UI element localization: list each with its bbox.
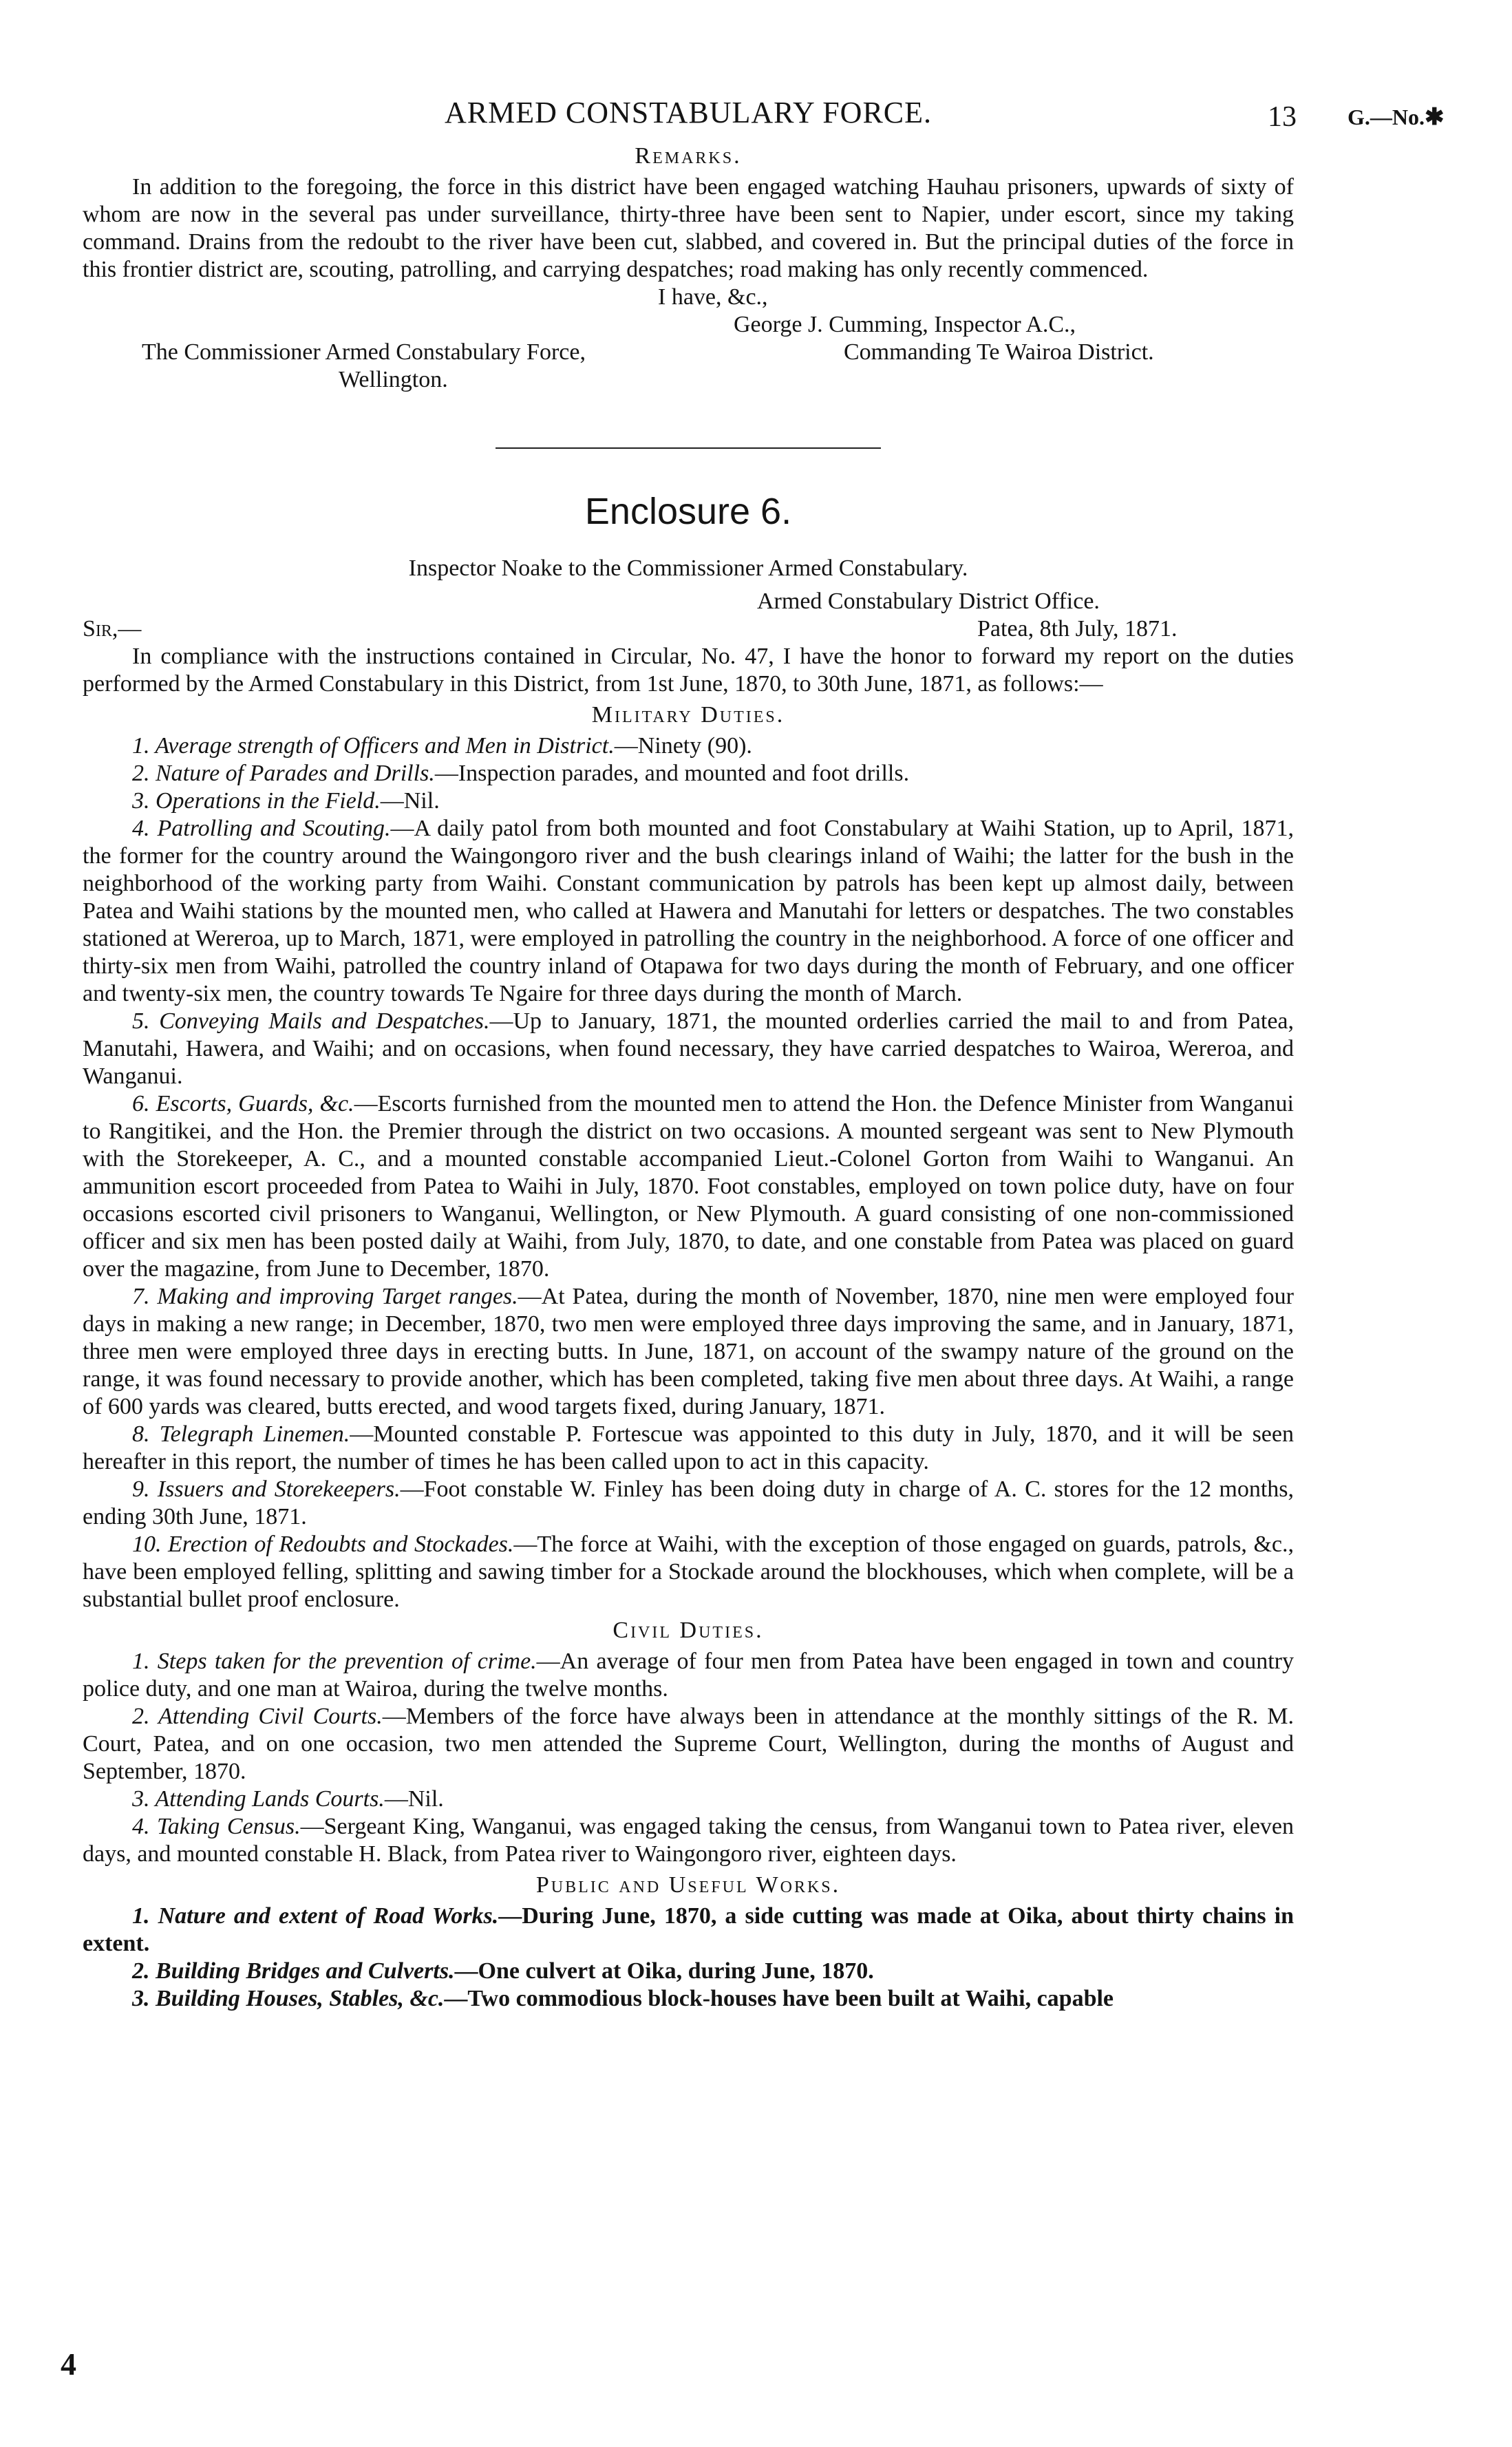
item-title: 10. Erection of Redoubts and Stockades.	[132, 1532, 514, 1557]
enclosure-from-to: Inspector Noake to the Commissioner Armed Constabulary.	[408, 555, 968, 581]
item-title: 4. Patrolling and Scouting.	[132, 816, 391, 841]
page-title: ARMED CONSTABULARY FORCE.	[444, 96, 933, 129]
item-text: —Foot constable W. Finley has been doing duty in charge of A. C. stores for the 12 months, ending 30th June, 1871.	[83, 1476, 1294, 1529]
office-line: Armed Constabulary District Office.	[757, 589, 1100, 614]
list-item	[83, 1985, 1294, 2013]
signature-name: George J. Cumming, Inspector A.C.,	[734, 312, 1076, 337]
item-text: —A daily patol from both mounted and foot Constabulary at Waihi Station, up to April, 1871, the former for the country around the Waingongoro river and the bush clearings inland of Waihi; the latter for the bush in the neighborhood of the working party from Waihi. Constant communication by patrols has been kept up almost daily, between Patea and Waihi stations by the mounted men, who called at Hawera and Manutahi for letters or despatches. The two constables stationed at Wereroa, up to March, 1871, were employed in patrolling the country in the neighborhood. A force of one officer and thirty-six men from Waihi, patrolled the country inland of Otapawa for two days during the month of February, and one officer and twenty-six men, the country towards Te Ngaire for three days during the month of March.	[83, 816, 1294, 1006]
item-text: —Ninety (90).	[614, 733, 752, 759]
list-item	[83, 1903, 1294, 1958]
civil-duties-heading: Civil Duties.	[613, 1618, 764, 1643]
item-text: —The force at Waihi, with the exception of those engaged on guards, patrols, &c., have been employed felling, splitting and sawing timber for a Stockade around the blockhouses, which when complete, will be a substantial bullet proof enclosure.	[83, 1532, 1294, 1612]
intro-paragraph: In compliance with the instructions contained in Circular, No. 47, I have the honor to forward my report on the duties performed by the Armed Constabulary in this District, from 1st June, 1870, to 30th June, 1871, as follows:—	[83, 644, 1294, 697]
item-text: —Mounted constable P. Fortescue was appointed to this duty in July, 1870, and it will be seen hereafter in this report, the number of times he has been called upon to act in this capacity.	[83, 1421, 1294, 1474]
list-item	[83, 760, 1294, 787]
addressee-line: The Commissioner Armed Constabulary Force,	[142, 339, 586, 365]
item-title: 7. Making and improving Target ranges.	[132, 1284, 518, 1309]
list-item	[83, 1283, 1294, 1421]
enclosure-title: Enclosure 6.	[584, 491, 792, 532]
list-item	[83, 1008, 1294, 1090]
list-item	[83, 1786, 1294, 1813]
item-text: —Members of the force have always been in attendance at the monthly sittings of the R. M. Court, Patea, and on one occasion, two men attended the Supreme Court, Wellington, during the months of August and September, 1870.	[83, 1704, 1294, 1784]
item-text: —Nil.	[384, 1786, 444, 1812]
item-text: —Sergeant King, Wanganui, was engaged taking the census, from Wanganui town to Patea river, eleven days, and mounted constable H. Black, from Patea river to Waingongoro river, eighteen days.	[83, 1814, 1294, 1867]
item-title: 4. Taking Census.	[132, 1814, 301, 1839]
item-text: —Escorts furnished from the mounted men to attend the Hon. the Defence Minister from Wanganui to Rangitikei, and the Hon. the Premier through the district on two occasions. A mounted sergeant was sent to New Plymouth with the Storekeeper, A. C., and a mounted constable accompanied Lieut.-Colonel Gorton from Waihi to Wanganui. An ammunition escort proceeded from Patea to Waihi in July, 1870. Foot constables, employed on town police duty, have on four occasions escorted civil prisoners to Wanganui, Wellington, or New Plymouth. A guard consisting of one non-commissioned officer and six men has been posted daily at Waihi, from July, 1870, to date, and one constable from Patea was placed on guard over the magazine, from June to December, 1870.	[83, 1091, 1294, 1282]
running-header	[83, 76, 1445, 139]
item-title: 3. Building Houses, Stables, &c.	[132, 1986, 445, 2011]
item-title: 2. Nature of Parades and Drills.	[132, 761, 435, 786]
letter-date: Patea, 8th July, 1871.	[977, 616, 1178, 642]
military-duties-heading: Military Duties.	[591, 702, 785, 728]
public-works-heading: Public and Useful Works.	[535, 1872, 841, 1898]
item-title: 1. Nature and extent of Road Works.	[132, 1903, 499, 1929]
item-title: 2. Building Bridges and Culverts.	[132, 1958, 455, 1984]
item-text: —During June, 1870, a side cutting was made at Oika, about thirty chains in extent.	[83, 1903, 1295, 1956]
list-item	[83, 732, 1294, 760]
salutation-date-line	[83, 615, 1294, 643]
remarks-heading: Remarks.	[635, 143, 742, 169]
document-reference-label: G.—No.	[1348, 105, 1425, 129]
item-title: 6. Escorts, Guards, &c.	[132, 1091, 354, 1116]
addressee-block	[83, 339, 1294, 366]
item-text: —Two commodious block-houses have been built at Waihi, capable	[444, 1986, 1114, 2011]
list-item	[83, 1703, 1294, 1786]
page-number: 13	[1268, 101, 1297, 133]
list-item	[83, 1421, 1294, 1476]
item-title: 8. Telegraph Linemen.	[132, 1421, 350, 1447]
item-text: —Inspection parades, and mounted and foot drills.	[434, 761, 910, 786]
item-text: —Nil.	[380, 788, 440, 814]
list-item	[83, 1648, 1294, 1703]
list-item	[83, 1476, 1294, 1531]
salutation: Sir,—	[83, 616, 142, 642]
item-title: 9. Issuers and Storekeepers.	[132, 1476, 401, 1502]
section-divider	[496, 447, 881, 449]
list-item	[83, 815, 1294, 1008]
list-item	[83, 1090, 1294, 1283]
remarks-paragraph: In addition to the foregoing, the force in this district have been engaged watching Hauhau prisoners, upwards of sixty of whom are now in the several pas under surveillance, thirty-three have been sent to Napier, under escort, since my taking command. Drains from the redoubt to the river have been cut, slabbed, and covered in. But the principal duties of the force in this frontier district are, scouting, patrolling, and carrying despatches; road making has only recently commenced.	[83, 174, 1294, 282]
signature-title: Commanding Te Wairoa District.	[844, 339, 1154, 365]
addressee-location: Wellington.	[339, 367, 448, 392]
item-title: 3. Attending Lands Courts.	[132, 1786, 385, 1812]
item-text: —Up to January, 1871, the mounted orderlies carried the mail to and from Patea, Manutahi, Hawera, and Waihi; and on occasions, when found necessary, they have carried despatches to Wairoa, Wereroa, and Wanganui.	[83, 1008, 1294, 1089]
item-title: 5. Conveying Mails and Despatches.	[132, 1008, 490, 1034]
item-text: —An average of four men from Patea have been engaged in town and country police duty, and one man at Wairoa, during the twelve months.	[83, 1649, 1294, 1702]
list-item	[83, 1531, 1294, 1613]
star-icon: ✱	[1425, 105, 1445, 130]
item-text: —At Patea, during the month of November, 1870, nine men were employed four days in making a new range; in December, 1870, two men were employed three days improving the same, and in January, 1871, three men were employed three days in erecting butts. In June, 1871, on account of the swampy nature of the ground on the range, it was found necessary to provide another, which has been completed, taking five men about three days. At Waihi, a range of 600 yards was cleared, butts erected, and wood targets fixed, during January, 1871.	[83, 1284, 1294, 1419]
item-title: 2. Attending Civil Courts.	[132, 1704, 383, 1729]
item-title: 1. Average strength of Officers and Men in District.	[132, 733, 615, 759]
document-page	[83, 76, 1445, 2013]
list-item	[83, 1813, 1294, 1868]
list-item	[83, 1958, 1294, 1985]
item-text: —One culvert at Oika, during June, 1870.	[454, 1958, 874, 1984]
list-item	[83, 787, 1294, 815]
item-title: 3. Operations in the Field.	[132, 788, 381, 814]
item-title: 1. Steps taken for the prevention of crime.	[132, 1649, 537, 1674]
document-reference	[1348, 103, 1445, 131]
signature-mark: 4	[61, 2347, 76, 2382]
closing-line: I have, &c.,	[658, 284, 768, 310]
